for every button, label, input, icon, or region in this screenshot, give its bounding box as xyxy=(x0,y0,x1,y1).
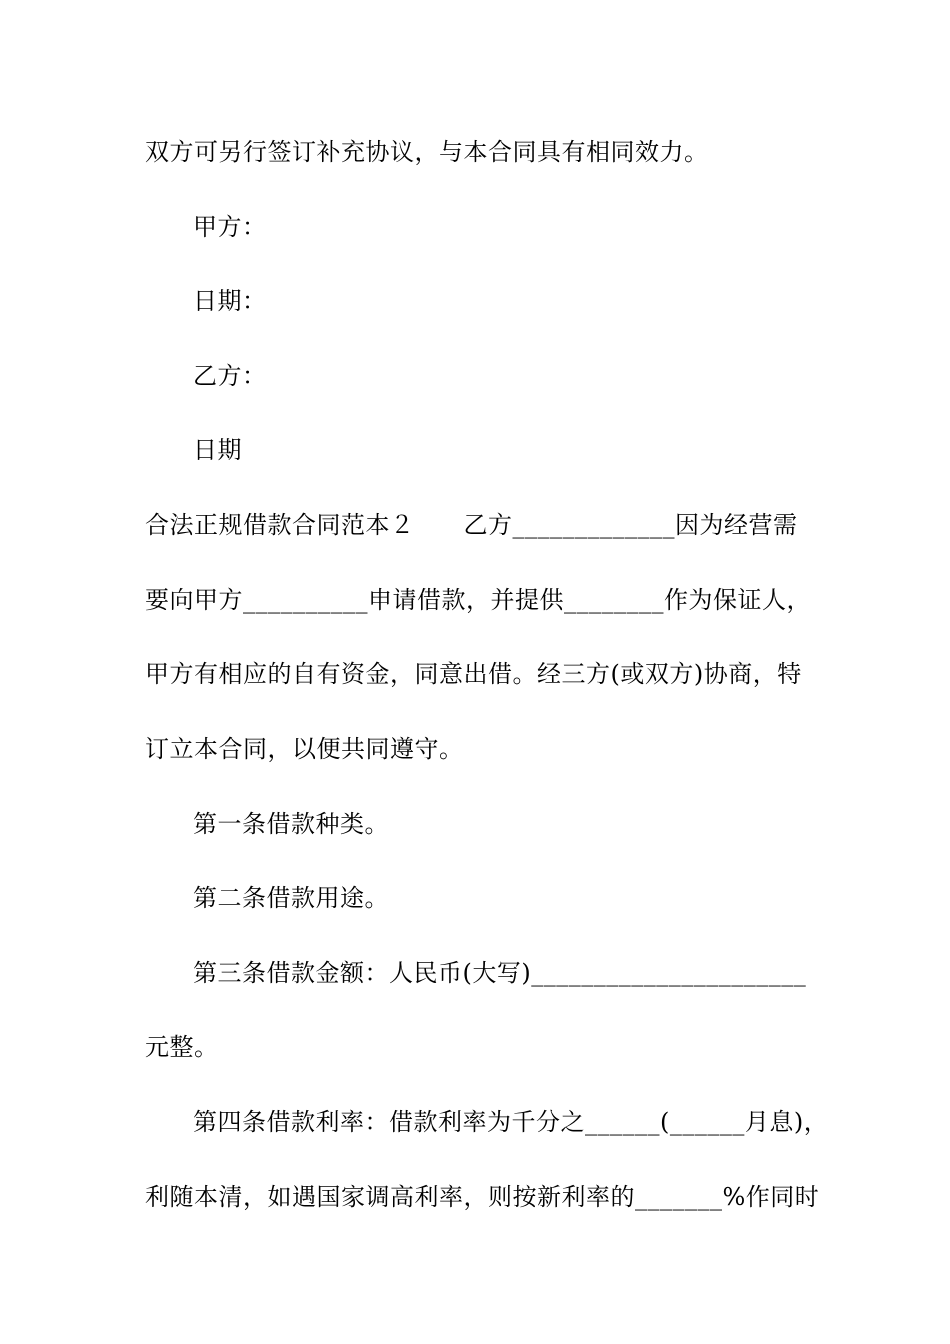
clause-line: 第一条借款种类。 xyxy=(193,810,389,838)
clause-line: 第四条借款利率：借款利率为千分之______(______月息)， xyxy=(193,1108,829,1136)
paragraph-line: 利随本清，如遇国家调高利率，则按新利率的_______%作同时 xyxy=(145,1183,820,1211)
section-title-line: 合法正规借款合同范本２ 乙方_____________因为经营需 xyxy=(145,511,798,539)
clause-line: 第二条借款用途。 xyxy=(193,884,389,912)
date-label: 日期： xyxy=(193,287,267,315)
paragraph-line: 双方可另行签订补充协议，与本合同具有相同效力。 xyxy=(145,138,709,166)
paragraph-line: 订立本合同，以便共同遵守。 xyxy=(145,735,464,763)
party-a-label: 甲方： xyxy=(193,213,267,241)
party-b-label: 乙方： xyxy=(193,362,267,390)
paragraph-line: 元整。 xyxy=(145,1033,219,1061)
clause-line: 第三条借款金额：人民币(大写)______________________ xyxy=(193,959,807,987)
paragraph-line: 要向甲方__________申请借款，并提供________作为保证人， xyxy=(145,586,811,614)
paragraph-line: 甲方有相应的自有资金，同意出借。经三方(或双方)协商，特 xyxy=(145,660,802,688)
date-label: 日期 xyxy=(193,436,242,464)
